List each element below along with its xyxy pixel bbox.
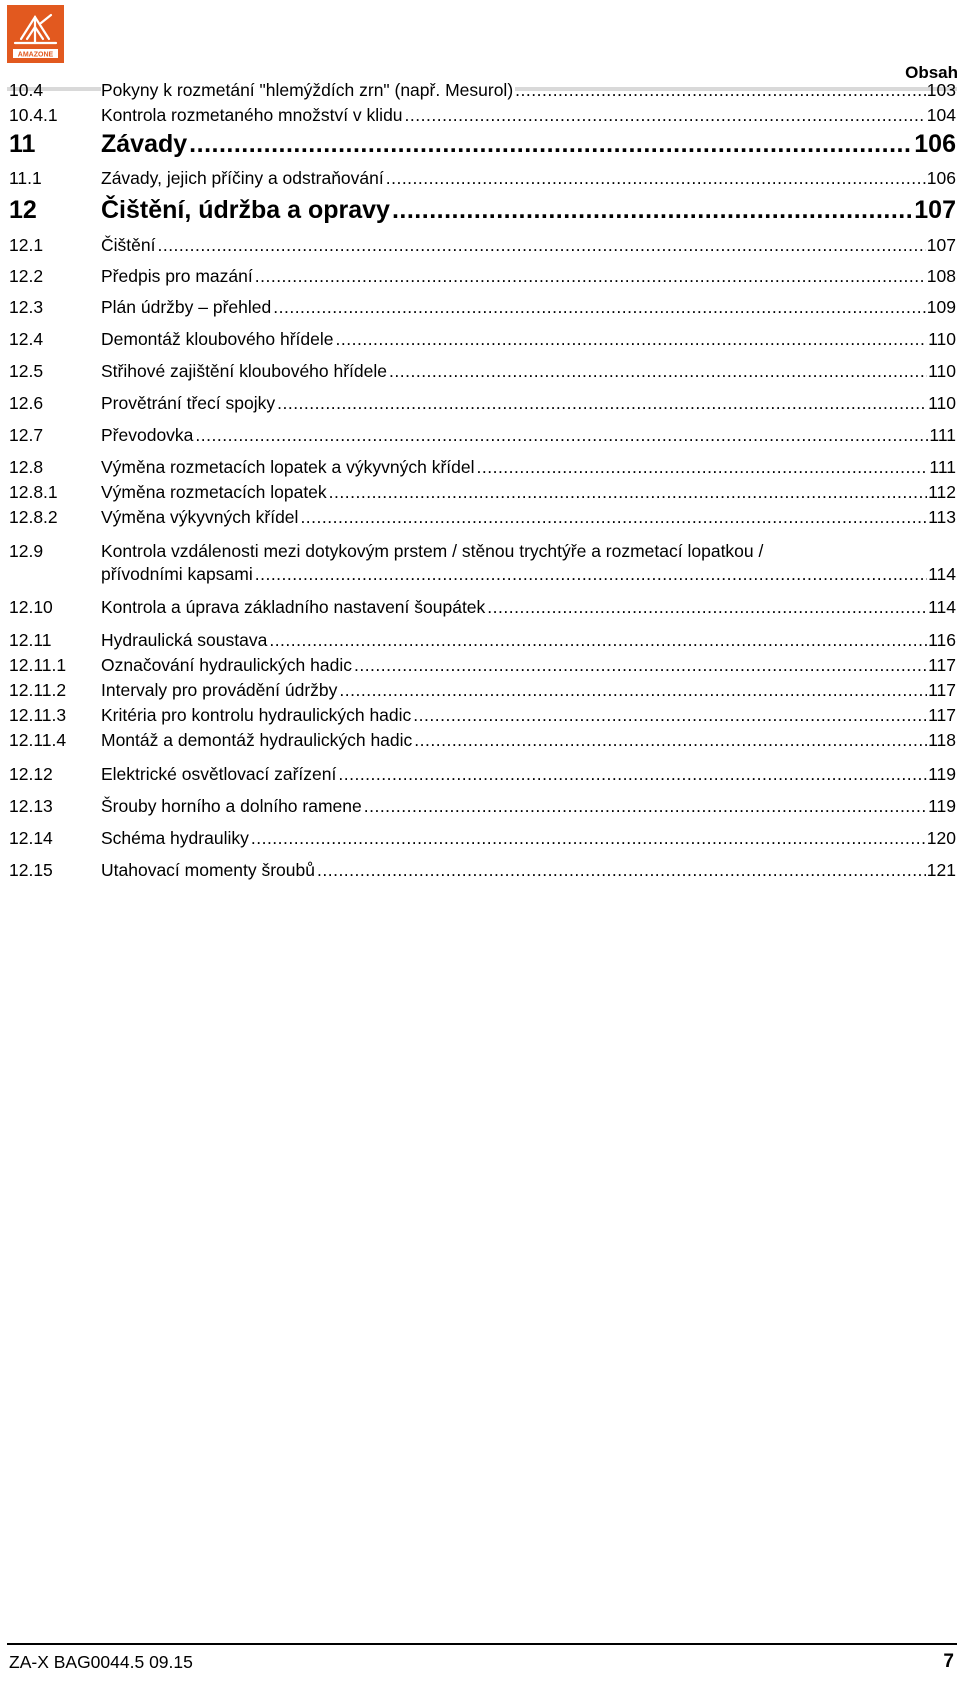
toc-entry-page: 104	[926, 105, 956, 125]
toc-entry-number: 10.4.1	[9, 105, 58, 125]
toc-leader-dots	[414, 730, 927, 751]
toc-leader-dots	[189, 130, 913, 159]
toc-leader-dots	[339, 680, 927, 701]
toc-entry-page: 120	[926, 828, 956, 848]
toc-entry-page: 119	[928, 796, 956, 816]
toc-entry-title: Plán údržby – přehled	[101, 297, 272, 317]
toc-leader-dots	[255, 266, 926, 287]
toc-leader-dots	[487, 597, 927, 618]
toc-entry-page: 111	[929, 457, 956, 477]
toc-leader-dots	[273, 297, 926, 318]
toc-leader-dots	[392, 196, 913, 225]
toc-entry-page: 108	[926, 266, 956, 286]
toc-entry-title: Kontrola rozmetaného množství v klidu	[101, 105, 403, 125]
toc-entry-number: 11	[9, 130, 36, 158]
toc-leader-dots	[364, 796, 927, 817]
toc-entry-number: 12.12	[9, 764, 53, 784]
toc-entry-number: 12.1	[9, 235, 44, 255]
toc-entry-title: Šrouby horního a dolního ramene	[101, 796, 362, 816]
toc-entry-title: Schéma hydrauliky	[101, 828, 249, 848]
toc-leader-dots	[354, 655, 927, 676]
toc-leader-dots	[195, 425, 928, 446]
toc-leader-dots	[338, 764, 927, 785]
toc-entry-number: 12.5	[9, 361, 44, 381]
toc-entry-page: 107	[914, 196, 956, 224]
toc-entry-title: Utahovací momenty šroubů	[101, 860, 315, 880]
toc-entry-number: 12.8	[9, 457, 44, 477]
section-title: Obsah	[905, 63, 958, 82]
toc-entry-title-continued: přívodními kapsami	[101, 564, 253, 584]
toc-entry-title: Elektrické osvětlovací zařízení	[101, 764, 337, 784]
toc-entry-page: 110	[928, 361, 956, 381]
toc-leader-dots	[317, 860, 926, 881]
toc-leader-dots	[251, 828, 926, 849]
toc-entry-title: Výměna výkyvných křídel	[101, 507, 299, 527]
toc-leader-dots	[300, 507, 927, 528]
toc-entry-page: 107	[926, 235, 956, 255]
toc-entry-title: Montáž a demontáž hydraulických hadic	[101, 730, 413, 750]
toc-entry-number: 12.15	[9, 860, 53, 880]
toc-entry-title: Intervaly pro provádění údržby	[101, 680, 338, 700]
toc-entry-title: Převodovka	[101, 425, 194, 445]
toc-entry-page: 112	[928, 482, 956, 502]
toc-entry-page: 106	[926, 168, 956, 188]
toc-entry-number: 12.11.4	[9, 730, 67, 750]
toc-entry-number: 12	[9, 196, 37, 224]
toc-entry-page: 106	[914, 130, 956, 158]
toc-entry-page: 111	[929, 425, 956, 445]
toc-entry-number: 12.6	[9, 393, 44, 413]
toc-leader-dots	[269, 630, 927, 651]
toc-entry-title: Pokyny k rozmetání "hlemýždích zrn" (např. Mesurol)	[101, 80, 514, 100]
toc-entry-number: 12.14	[9, 828, 53, 848]
toc-entry-title: Čištění, údržba a opravy	[101, 196, 390, 224]
toc-entry-number: 12.9	[9, 541, 44, 561]
toc-entry-page: 117	[928, 705, 956, 725]
toc-entry-page: 116	[928, 630, 956, 650]
toc-entry-page: 121	[926, 860, 956, 880]
toc-entry-title: Kritéria pro kontrolu hydraulických hadic	[101, 705, 412, 725]
toc-entry-page: 103	[926, 80, 956, 100]
toc-entry-title: Čištění	[101, 235, 156, 255]
toc-entry-page: 114	[928, 564, 956, 584]
toc-entry-title: Předpis pro mazání	[101, 266, 253, 286]
toc-entry-page: 119	[928, 764, 956, 784]
toc-leader-dots	[329, 482, 927, 503]
toc-entry-number: 12.2	[9, 266, 44, 286]
toc-entry-number: 12.8.1	[9, 482, 58, 502]
toc-entry-number: 12.4	[9, 329, 44, 349]
toc-entry-number: 10.4	[9, 80, 44, 100]
toc-entry-number: 12.11	[9, 630, 52, 650]
logo-wordmark: AMAZONE	[17, 51, 54, 59]
toc-entry-number: 12.11.2	[9, 680, 67, 700]
toc-entry-title: Střihové zajištění kloubového hřídele	[101, 361, 388, 381]
toc-leader-dots	[255, 564, 927, 585]
toc-leader-dots	[405, 105, 926, 126]
toc-entry-page: 114	[928, 597, 956, 617]
amazone-logo	[7, 5, 64, 63]
toc-entry-page: 117	[928, 655, 956, 675]
footer-divider	[7, 1643, 957, 1645]
toc-leader-dots	[277, 393, 927, 414]
toc-entry-page: 118	[928, 730, 956, 750]
toc-entry-number: 12.8.2	[9, 507, 58, 527]
toc-entry-page: 109	[926, 297, 956, 317]
toc-entry-number: 12.11.3	[9, 705, 67, 725]
toc-entry-number: 12.13	[9, 796, 53, 816]
toc-entry-page: 110	[928, 329, 956, 349]
toc-entry-page: 110	[928, 393, 956, 413]
toc-entry-title: Hydraulická soustava	[101, 630, 268, 650]
toc-entry-title: Kontrola vzdálenosti mezi dotykovým prstem / stěnou trychtýře a rozmetací lopatkou /	[101, 541, 764, 561]
document-id: ZA-X BAG0044.5 09.15	[9, 1652, 193, 1672]
toc-entry-title: Výměna rozmetacích lopatek	[101, 482, 327, 502]
toc-entry-title: Provětrání třecí spojky	[101, 393, 276, 413]
toc-entry-number: 11.1	[9, 168, 42, 188]
toc-entry-number: 12.3	[9, 297, 44, 317]
toc-leader-dots	[477, 457, 929, 478]
toc-entry-page: 117	[928, 680, 956, 700]
toc-leader-dots	[157, 235, 925, 256]
page-number: 7	[943, 1651, 954, 1672]
toc-leader-dots	[413, 705, 927, 726]
toc-entry-title: Označování hydraulických hadic	[101, 655, 352, 675]
toc-entry-title: Kontrola a úprava základního nastavení šoupátek	[101, 597, 486, 617]
toc-leader-dots	[389, 361, 927, 382]
toc-entry-number: 12.11.1	[9, 655, 67, 675]
toc-leader-dots	[336, 329, 928, 350]
toc-entry-title: Demontáž kloubového hřídele	[101, 329, 334, 349]
toc-entry-number: 12.7	[9, 425, 44, 445]
toc-leader-dots	[515, 80, 926, 101]
toc-entry-title: Výměna rozmetacích lopatek a výkyvných křídel	[101, 457, 475, 477]
toc-entry-title: Závady, jejich příčiny a odstraňování	[101, 168, 384, 188]
toc-entry-title: Závady	[101, 130, 188, 158]
toc-entry-number: 12.10	[9, 597, 53, 617]
toc-leader-dots	[386, 168, 926, 189]
toc-entry-page: 113	[928, 507, 956, 527]
